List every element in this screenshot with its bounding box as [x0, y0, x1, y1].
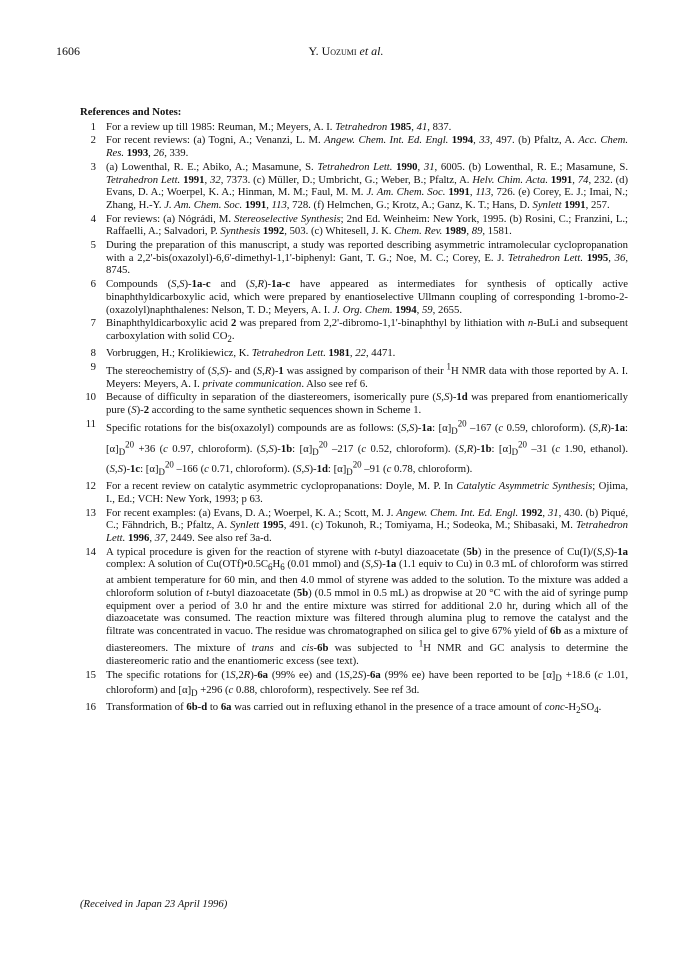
reference-number: 1: [90, 120, 96, 133]
running-head: [56, 44, 636, 59]
reference-number: 5: [90, 239, 96, 252]
reference-text: The specific rotations for (1S,2R)-6a (99% ee) and (1S,2S)-6a (99% ee) have been reported to be $[\alpha]_D +18.6$ (c 1.01, chloroform) and $[\alpha]_D +296$ (c 0.88, chloroform), respectively. See ref 3d.: [106, 668, 628, 699]
reference-text: (a) Lowenthal, R. E.; Abiko, A.; Masamune, S. Tetrahedron Lett. 1990, 31, 6005. (b) Lowenthal, R. E.; Masamune, S. Tetrahedron Lett. 1991, 32, 7373. (c) Müller, D.; Umbricht, G.; Weber, B.; Pfaltz, A. Helv. Chim. Acta. 1991, 74, 232. (d) Evans, D. A.; Woerpel, K. A.; Hinman, M. M.; Faul, M. M. J. Am. Chem. Soc. 1991, 113, 726. (e) Corey, E. J.; Imai, N.; Zhang, H.-Y. J. Am. Chem. Soc. 1991, 113, 728. (f) Helmchen, G.; Krotz, A.; Ganz, K. T.; Hans, D. Synlett 1991, 257.: [106, 160, 629, 211]
reference-text: For reviews: (a) Nógrádi, M. Stereoselective Synthesis; 2nd Ed. Weinheim: New York, 1995. (b) Rosini, C.; Franzini, L.; Raffaelli, A.; Salvadori, P. Synthesis 1992, 503. (c) Whitesell, J. K. Chem. Rev. 1989, 89, 1581.: [106, 212, 628, 238]
reference-item: [80, 134, 628, 159]
reference-item: [80, 347, 628, 360]
reference-number: 7: [90, 317, 96, 330]
reference-item: [80, 317, 628, 346]
reference-item: [80, 121, 628, 134]
reference-number: 12: [85, 480, 96, 493]
reference-number: 14: [85, 545, 96, 558]
reference-item: [80, 239, 628, 277]
reference-text: The stereochemistry of (S,S)- and (S,R)-1 was assigned by comparison of their $^1$H NMR data with those reported by A. I. Meyers: Meyers, A. I. private communication. Also see ref 6.: [106, 361, 628, 390]
page-number: 1606: [56, 44, 80, 58]
reference-item: [80, 391, 628, 416]
reference-number: 15: [85, 668, 96, 681]
reference-text: A typical procedure is given for the reaction of styrene with t-butyl diazoacetate (5b) in the presence of Cu(I)/(S,S)-1a complex: A solution of $Cu(OTf)•0.5C_6H_6$ (0.01 mmol) and (S,S)-1a (1.1 equiv to Cu) in 0.3 mL of chloroform was stirred at ambient temperature for 60 min, and then 4.0 mmol of styrene was added to the solution. To the mixture was added a chloroform solution of t-butyl diazoacetate (5b) (0.5 mmol in 0.5 mL) as dropwise at 20 °C with the aid of syringe pump equipment over a period of 3.0 hr and the entire mixture was stirred for additional 2.0 hr, during which all of the diazoacetate was consumed. The reaction mixture was filtered through alumina plug to remove the catalyst and the filtrate was concentrated in vacuo. The residue was chromatographed on silica gel to give 67% yield of 6b as a mixture of diastereomers. The mixture of trans and cis-6b was subjected to $^1$H NMR and GC analysis to determine the diastereomeric ratio and the enantiomeric excess (see text).: [106, 545, 629, 667]
reference-item: [80, 278, 628, 316]
reference-text: Binaphthyldicarboxylic acid 2 was prepared from 2,2'-dibromo-1,1'-binaphthyl by lithiation with n-BuLi and subsequent carboxylation with solid $CO_2$.: [106, 317, 628, 345]
reference-item: [80, 669, 628, 701]
reference-text: For recent reviews: (a) Togni, A.; Venanzi, L. M. Angew. Chem. Int. Ed. Engl. 1994, 33, 497. (b) Pfaltz, A. Acc. Chem. Res. 1993, 26, 339.: [106, 134, 628, 160]
reference-text: Vorbruggen, H.; Krolikiewicz, K. Tetrahedron Lett. 1981, 22, 4471.: [106, 346, 396, 359]
reference-number: 6: [90, 278, 96, 291]
page-header: [56, 44, 636, 60]
author-initial: Y.: [308, 44, 322, 58]
reference-list: [80, 121, 628, 717]
et-al: et al.: [356, 44, 384, 58]
reference-item: [80, 701, 628, 717]
references-section: [80, 106, 628, 718]
reference-number: 9: [90, 360, 96, 373]
references-title: References and Notes:: [80, 106, 182, 118]
reference-number: 2: [90, 134, 96, 147]
reference-number: 3: [90, 160, 96, 173]
reference-text: During the preparation of this manuscript, a study was reported describing asymmetric intramolecular cyclopropanation with a 2,2'-bis(oxazolyl)-6,6'-dimethyl-1,1'-biphenyl: Gant, T. G.; Noe, M. C.; Corey, E. J. Tetrahedron Lett. 1995, 36, 8745.: [106, 239, 629, 277]
reference-number: 13: [85, 506, 96, 519]
reference-text: For a recent review on catalytic asymmetric cyclopropanations: Doyle, M. P. In Catalytic Asymmetric Synthesis; Ojima, I., Ed.; VCH: New York, 1993; p 63.: [106, 480, 628, 505]
reference-text: For a review up till 1985: Reuman, M.; Meyers, A. I. Tetrahedron 1985, 41, 837.: [106, 120, 452, 133]
reference-item: [80, 213, 628, 238]
author-surname: Uozumi: [321, 44, 357, 58]
reference-text: Compounds (S,S)-1a-c and (S,R)-1a-c have appeared as intermediates for synthesis of optically active binaphthyldicarboxylic acid, which were prepared by enantioselective Ullmann coupling of corresponding 1-bromo-2-(oxazolyl)naphthalenes: Nelson, T. D.; Meyers, A. I. J. Org. Chem. 1994, 59, 2655.: [106, 278, 628, 316]
reference-number: 8: [90, 346, 96, 359]
reference-item: [80, 361, 628, 391]
reference-number: 11: [85, 417, 96, 430]
reference-item: [80, 418, 628, 479]
reference-text: Specific rotations for the bis(oxazolyl) compounds are as follows: (S,S)-1a: $[\alpha]_D^{20}$ –167 (c 0.59, chloroform). (S,R)-1a: $[\alpha]_D^{20} +36$ (c 0.97, chloroform). (S,S)-1b: $[\alpha]_D^{20}$ –217 (c 0.52, chloroform). (S,R)-1b: $[\alpha]_D^{20}$ –31 (c 1.90, ethanol). (S,S)-1c: $[\alpha]_D^{20}$ –166 (c 0.71, chloroform). (S,S)-1d: $[\alpha]_D^{20}$ –91 (c 0.78, chloroform).: [106, 418, 629, 478]
reference-item: [80, 546, 628, 668]
received-date: (Received in Japan 23 April 1996): [80, 898, 228, 910]
reference-item: [80, 161, 628, 212]
reference-text: For recent examples: (a) Evans, D. A.; Woerpel, K. A.; Scott, M. J. Angew. Chem. Int. Ed. Engl. 1992, 31, 430. (b) Piqué, C.; Fähndrich, B.; Pfaltz, A. Synlett 1995, 491. (c) Tokunoh, R.; Tomiyama, H.; Sodeoka, M.; Shibasaki, M. Tetrahedron Lett. 1996, 37, 2449. See also ref 3a-d.: [106, 506, 628, 544]
reference-number: 16: [85, 701, 96, 714]
reference-number: 10: [85, 391, 96, 404]
reference-number: 4: [90, 212, 96, 225]
reference-item: [80, 507, 628, 545]
reference-text: Transformation of 6b-d to 6a was carried out in refluxing ethanol in the presence of a trace amount of conc-$H_2SO_4$.: [106, 701, 602, 716]
reference-text: Because of difficulty in separation of the diastereomers, isomerically pure (S,S)-1d was prepared from enantiomerically pure (S)-2 according to the same synthetic sequences shown in Scheme 1.: [106, 391, 628, 417]
reference-item: [80, 480, 628, 505]
